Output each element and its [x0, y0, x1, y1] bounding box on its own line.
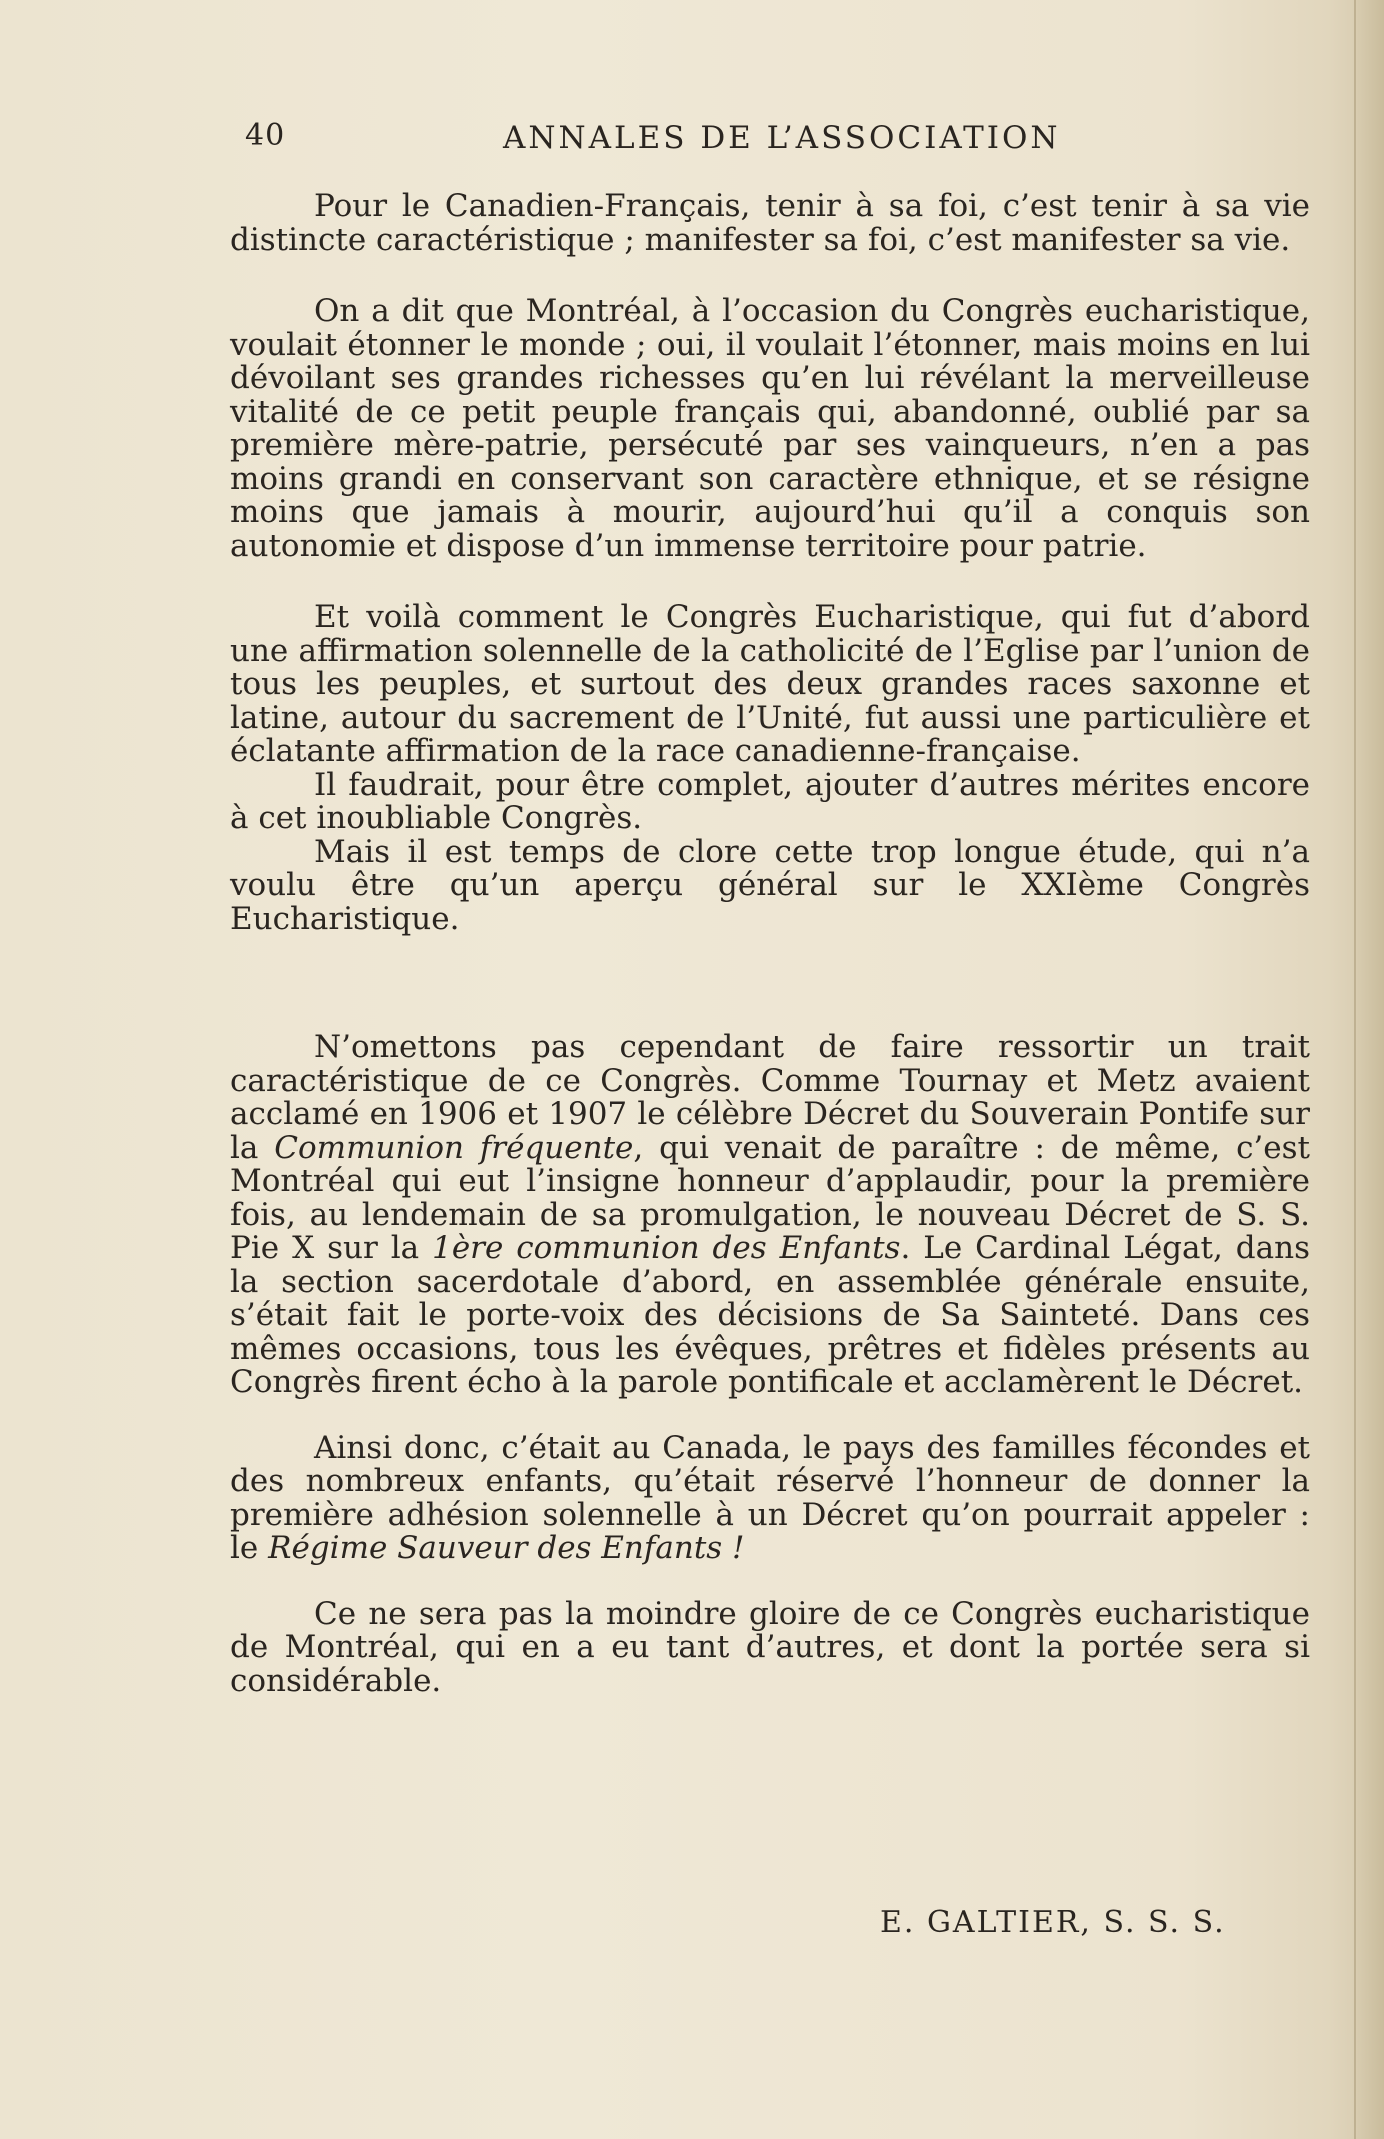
page-number: 40 — [245, 118, 286, 153]
paragraph-1: Pour le Canadien-Français, tenir à sa foi, c’est tenir à sa vie distincte caractéristique ; manifester sa foi, c’est manifester sa vie. — [230, 188, 1310, 258]
paragraph-5: Mais il est temps de clore cette trop longue étude, qui n’a voulu être qu’un aperçu général sur le XXIème Congrès Eucharistique. — [230, 833, 1310, 937]
paragraph-2: On a dit que Montréal, à l’occasion du Congrès eucharistique, voulait étonner le monde ; oui, il voulait l’étonner, mais moins en lui dévoilant ses grandes richesses qu’en lui révélant la merveilleuse vitalité de ce petit peuple français qui, abandonné, oublié par sa première mère-patrie, persécuté par ses vainqueurs, n’en a pas moins grandi en conservant son caractère ethnique, et se résigne moins que jamais à mourir, aujourd’hui qu’il a conquis son autonomie et dispose d’un immense territoire pour patrie. — [230, 293, 1310, 564]
italic-title-communion: Communion fréquente — [274, 1129, 634, 1166]
paragraph-6: N’omettons pas cependant de faire ressortir un trait caractéristique de ce Congrès. Comme Tournay et Metz avaient acclamé en 1906 et 1907 le célèbre Décret du Souverain Pontife sur la Communion fréquente, qui venait de paraître : de même, c’est Montréal qui eut l’insigne honneur d’applaudir, pour la première fois, au lendemain de sa promulgation, le nouveau Décret de S. S. Pie X sur la 1ère communion des Enfants. Le Cardinal Légat, dans la section sacerdotale d’abord, en assemblée générale ensuite, s’était fait le porte-voix des décisions de Sa Sainteté. Dans ces mêmes occasions, tous les évêques, prêtres et fidèles présents au Congrès firent écho à la parole pontificale et acclamèrent le Décret. — [230, 1029, 1310, 1400]
page-header — [245, 118, 1075, 168]
running-head: ANNALES DE L’ASSOCIATION — [503, 120, 1061, 156]
italic-title-regime: Régime Sauveur des Enfants ! — [268, 1530, 745, 1566]
paragraph-4: Il faudrait, pour être complet, ajouter d’autres mérites encore à cet inoubliable Congrès. — [230, 766, 1310, 836]
body-text — [230, 190, 1310, 1698]
paragraph-8: Ce ne sera pas la moindre gloire de ce Congrès eucharistique de Montréal, qui en a eu tant d’autres, et dont la portée sera si considérable. — [230, 1595, 1310, 1699]
paragraph-7: Ainsi donc, c’était au Canada, le pays des familles fécondes et des nombreux enfants, qu’était réservé l’honneur de donner la première adhésion solennelle à un Décret qu’on pourrait appeler : le Régime Sauveur des Enfants ! — [230, 1429, 1310, 1566]
paragraph-3: Et voilà comment le Congrès Eucharistique, qui fut d’abord une affirmation solennelle de la catholicité de l’Eglise par l’union de tous les peuples, et surtout des deux grandes races saxonne et latine, autour du sacrement de l’Unité, fut aussi une particulière et éclatante affirmation de la race canadienne-française. — [230, 599, 1310, 769]
italic-title-enfants: 1ère communion des Enfants — [432, 1230, 901, 1266]
page-edge — [1354, 0, 1384, 2139]
author-signature: E. GALTIER, S. S. S. — [880, 1905, 1226, 1940]
